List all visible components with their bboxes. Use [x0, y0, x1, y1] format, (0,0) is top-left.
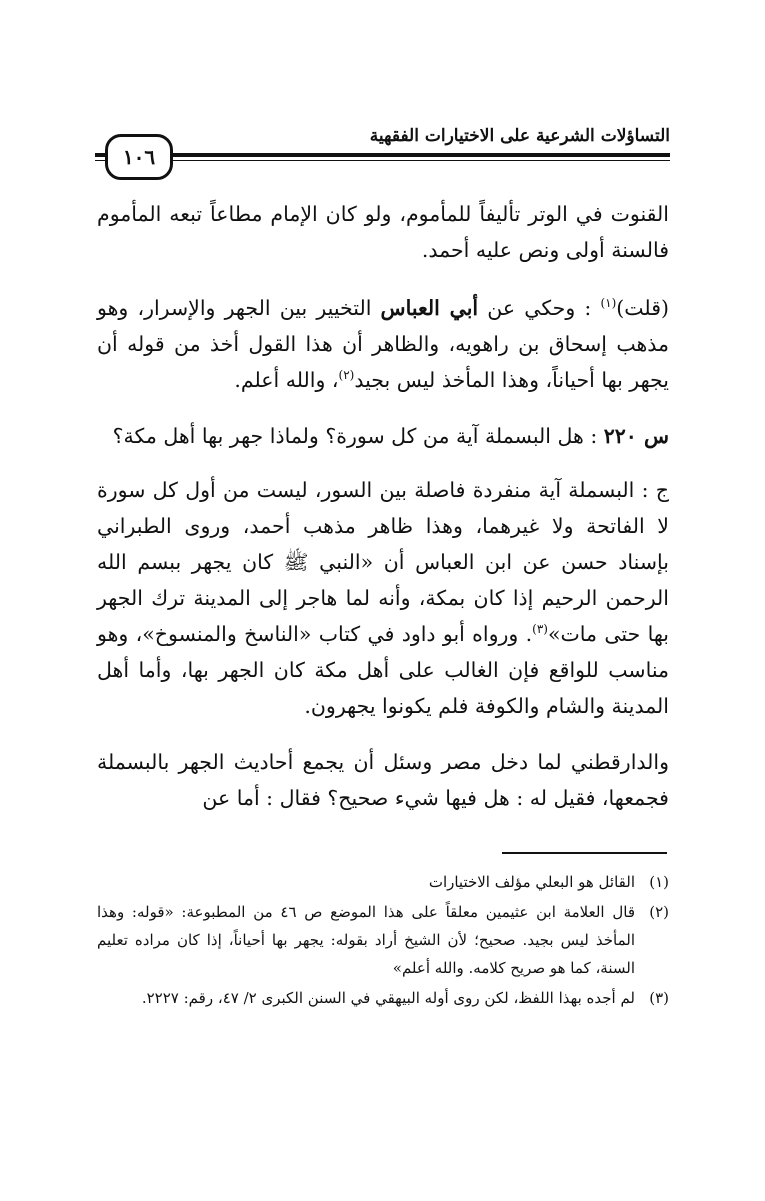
paragraph: [97, 290, 669, 398]
footnote-ref[interactable]: (٣): [532, 622, 548, 637]
paragraph: والدارقطني لما دخل مصر وسئل أن يجمع أحاديث الجهر بالبسملة فجمعها، فقيل له : هل فيها شيء صحيح؟ فقال : أما عن: [97, 750, 669, 810]
question: [97, 418, 669, 454]
footnote-text: قال العلامة ابن عثيمين معلقاً على هذا الموضع ص ٤٦ من المطبوعة: «قوله: وهذا المأخذ ليس بجيد. صحيح؛ لأن الشيخ أراد بقوله: يجهر بها أحياناً، إذا كان مراده تعليم السنة، كما هو صريح كلامه. والله أعلم»: [97, 903, 635, 977]
text-run: . ورواه أبو داود في كتاب «الناسخ والمنسوخ»، وهو مناسب للواقع فإن الغالب على أهل مكة كان الجهر بها، وأما أهل المدينة والشام والكوفة فلم يكونوا يجهرون.: [97, 622, 669, 718]
text-run: التخيير بين الجهر والإسرار، وهو مذهب إسحاق بن راهويه، والظاهر أن هذا القول أخذ من قوله أن يجهر بها أحياناً، وهذا المأخذ ليس بجيد: [97, 296, 669, 392]
footnote-divider: [502, 852, 667, 854]
page-number: ١٠٦: [105, 134, 173, 180]
running-header: [95, 120, 670, 180]
question-label: س ٢٢٠: [603, 424, 669, 448]
footnote-ref[interactable]: (١): [600, 296, 617, 311]
footnotes: [97, 868, 669, 1014]
footnote-number: (٣): [649, 989, 669, 1007]
footnote: [97, 868, 669, 896]
header-rule: [95, 153, 670, 157]
answer: [97, 472, 669, 724]
footnote-ref[interactable]: (٢): [338, 368, 355, 383]
footnote-text: القائل هو البعلي مؤلف الاختيارات: [428, 873, 635, 891]
text-run: ج : البسملة آية منفردة فاصلة بين السور، ليست من أول كل سورة لا الفاتحة ولا غيرهما، وهذا ظاهر مذهب أحمد، وروى الطبراني بإسناد حسن عن ابن العباس أن «النبي ﷺ كان يجهر ببسم الله الرحمن الرحيم إذا كان بمكة، وأنه لما هاجر إلى المدينة ترك الجهر بها حتى مات»: [97, 478, 670, 646]
text-run: : وحكي عن: [478, 296, 601, 320]
text-run: ، والله أعلم.: [234, 368, 339, 392]
text-run: (قلت): [616, 296, 670, 320]
footnote: [97, 898, 669, 982]
footnote: [97, 984, 669, 1012]
main-text: [97, 196, 669, 836]
footnote-number: (٢): [649, 903, 669, 921]
header-title: التساؤلات الشرعية على الاختيارات الفقهية: [369, 126, 670, 146]
header-rule-thin: [95, 160, 670, 161]
person-name: أبي العباس: [380, 296, 479, 320]
paragraph: القنوت في الوتر تأليفاً للمأموم، ولو كان الإمام مطاعاً تبعه المأموم فالسنة أولى ونص عليه أحمد.: [97, 202, 669, 262]
question-text: : هل البسملة آية من كل سورة؟ ولماذا جهر بها أهل مكة؟: [112, 424, 604, 448]
footnote-text: لم أجده بهذا اللفظ، لكن روى أوله البيهقي في السنن الكبرى ٢/ ٤٧، رقم: ٢٢٢٧.: [141, 989, 635, 1007]
footnote-number: (١): [649, 873, 669, 891]
